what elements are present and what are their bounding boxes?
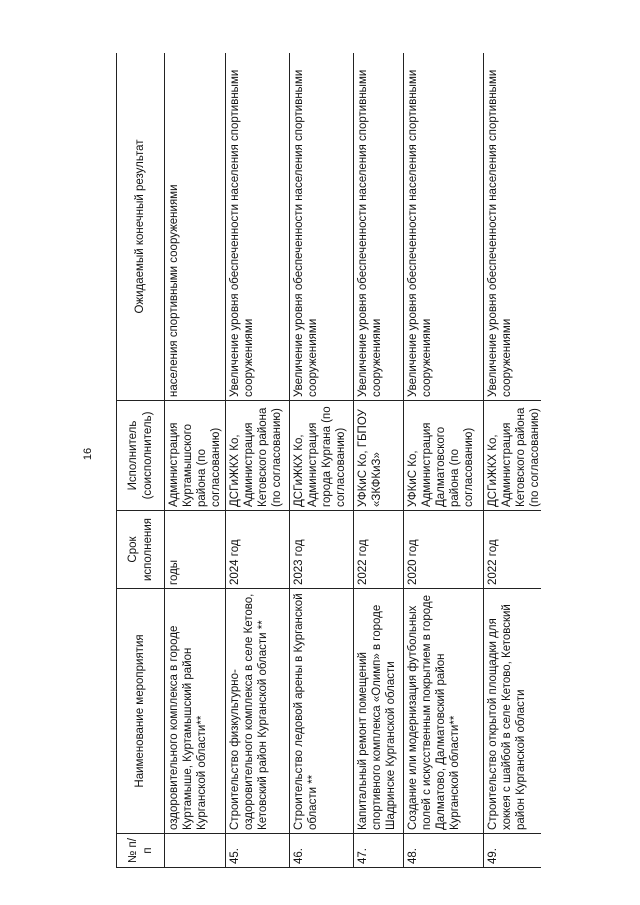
- row-term: 2020 год: [404, 511, 484, 589]
- row-name: Строительство физкультурно-оздоровительного комплекса в селе Кетово, Кетовский район Курганской области **: [226, 589, 290, 834]
- row-term: 2023 год: [290, 511, 354, 589]
- table-row: [354, 53, 404, 868]
- row-name: Капитальный ремонт помещений спортивного комплекса «Олимп» в городе Шадринске Курганской области: [354, 589, 404, 834]
- row-num: [165, 834, 226, 868]
- row-executor: УФКиС Ко, Администрация Далматовского района (по согласованию): [404, 401, 484, 511]
- row-result: Увеличение уровня обеспеченности населения спортивными сооружениями: [484, 53, 541, 401]
- row-executor: УФКиС Ко, ГБПОУ «ЗКФКиЗ»: [354, 401, 404, 511]
- row-result: Увеличение уровня обеспеченности населения спортивными сооружениями: [226, 53, 290, 401]
- table-row: [165, 53, 226, 868]
- table-row: [404, 53, 484, 868]
- row-name: Строительство ледовой арены в Курганской области **: [290, 589, 354, 834]
- table-row: [290, 53, 354, 868]
- page-number: 16: [82, 447, 95, 461]
- row-term: годы: [165, 511, 226, 589]
- row-term: 2022 год: [484, 511, 541, 589]
- row-num: 45.: [226, 834, 290, 868]
- row-result: Увеличение уровня обеспеченности населения спортивными сооружениями: [354, 53, 404, 401]
- row-executor: ДСГиЖКХ Ко, Администрация Кетовского района (по согласованию): [226, 401, 290, 511]
- header-num: № п/п: [117, 834, 165, 868]
- row-executor: ДСГиЖКХ Ко, Администрация города Кургана (по согласованию): [290, 401, 354, 511]
- row-name: Строительство открытой площадки для хоккея с шайбой в селе Кетово, Кетовский район Курганской области: [484, 589, 541, 834]
- row-term: 2022 год: [354, 511, 404, 589]
- row-result: Увеличение уровня обеспеченности населения спортивными сооружениями: [290, 53, 354, 401]
- row-result: населения спортивными сооружениями: [165, 53, 226, 401]
- measures-table: [116, 53, 541, 868]
- row-term: 2024 год: [226, 511, 290, 589]
- row-result: Увеличение уровня обеспеченности населения спортивными сооружениями: [404, 53, 484, 401]
- table-row: [226, 53, 290, 868]
- table-row: [484, 53, 541, 868]
- row-name: оздоровительного комплекса в городе Куртамыше, Куртамышский район Курганской области**: [165, 589, 226, 834]
- row-num: 47.: [354, 834, 404, 868]
- row-executor: Администрация Куртамышского района (по согласованию): [165, 401, 226, 511]
- table-header-row: [117, 53, 165, 868]
- rotated-table-container: [116, 53, 541, 868]
- row-num: 48.: [404, 834, 484, 868]
- row-num: 46.: [290, 834, 354, 868]
- row-name: Создание или модернизация футбольных полей с искусственным покрытием в городе Далматово, Далматовский район Курганской области**: [404, 589, 484, 834]
- row-num: 49.: [484, 834, 541, 868]
- header-executor: Исполнитель (соисполнитель): [117, 401, 165, 511]
- header-result: Ожидаемый конечный результат: [117, 53, 165, 401]
- header-term: Срок исполнения: [117, 511, 165, 589]
- row-executor: ДСГиЖКХ Ко, Администрация Кетовского района (по согласованию): [484, 401, 541, 511]
- header-name: Наименование мероприятия: [117, 589, 165, 834]
